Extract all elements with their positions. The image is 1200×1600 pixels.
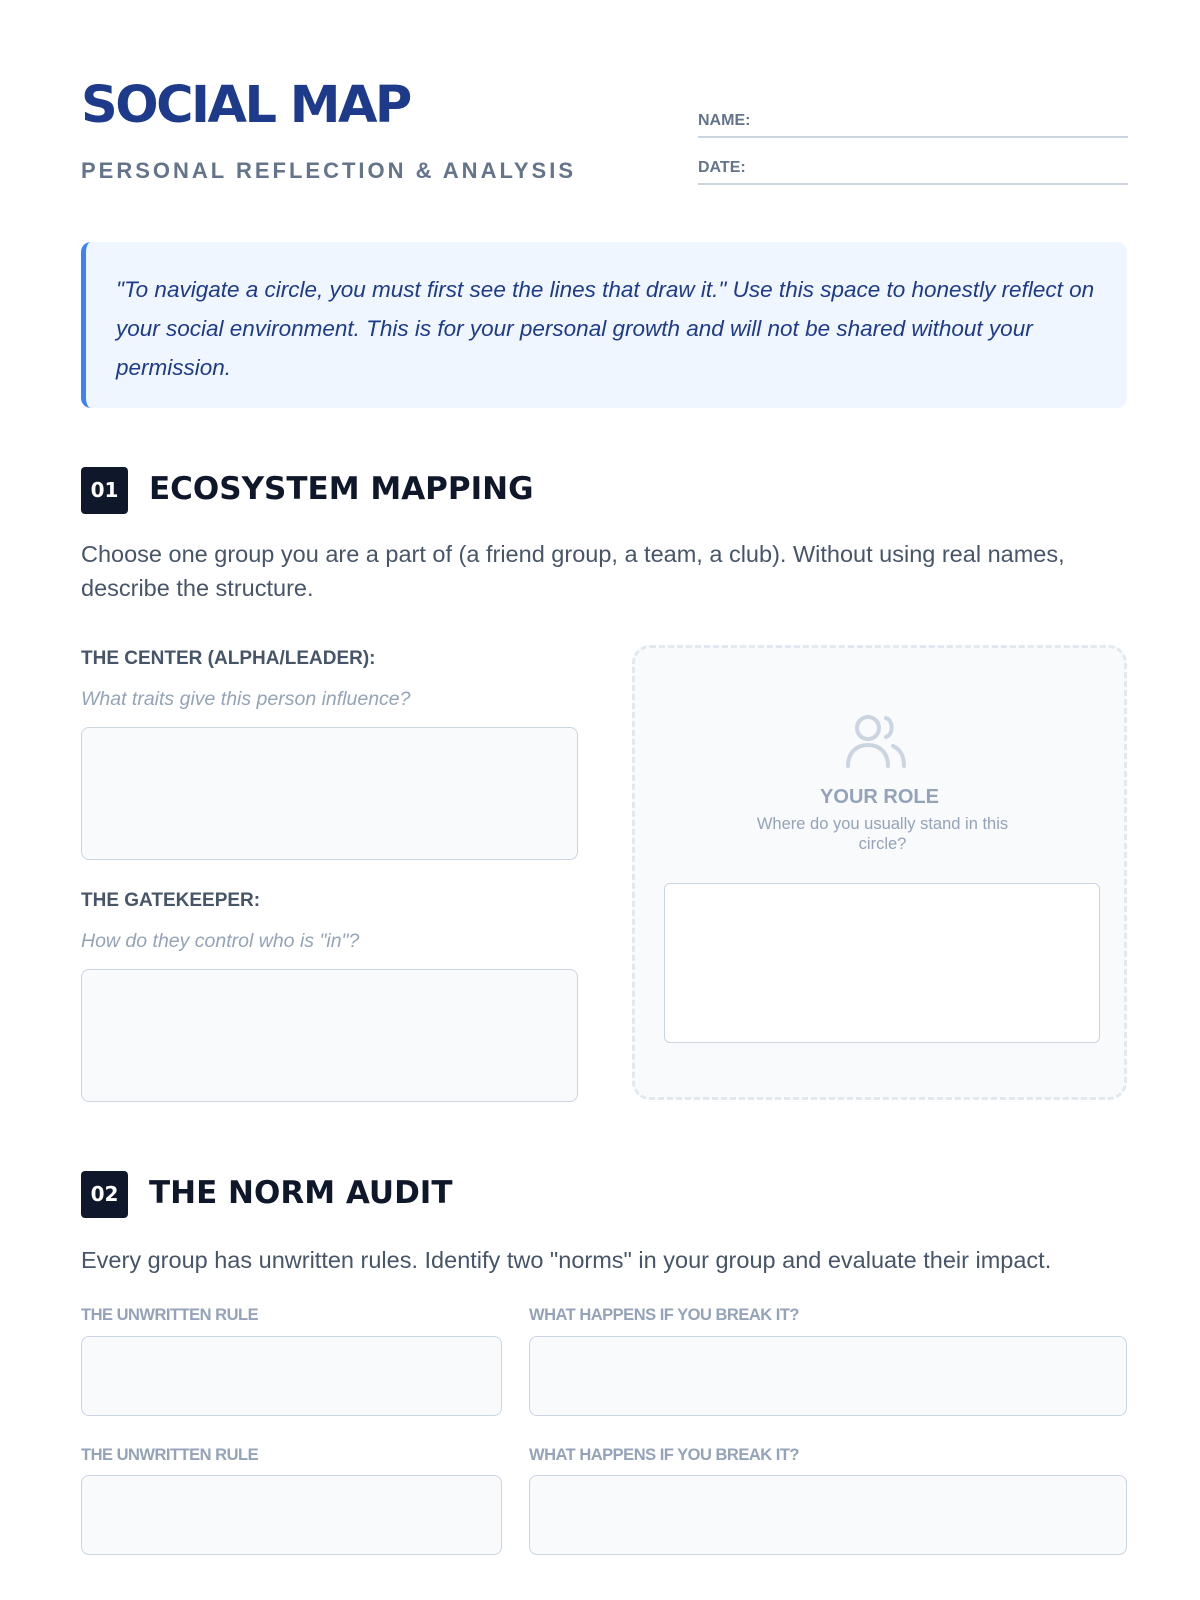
- rule-answer-box-1[interactable]: [81, 1336, 502, 1416]
- your-role-answer-box[interactable]: [664, 883, 1100, 1043]
- center-label: THE CENTER (ALPHA/LEADER):: [81, 648, 376, 669]
- rule-label-2: THE UNWRITTEN RULE: [81, 1446, 259, 1464]
- date-field[interactable]: [698, 157, 1128, 185]
- consequence-label-1: WHAT HAPPENS IF YOU BREAK IT?: [529, 1306, 799, 1324]
- consequence-label-2: WHAT HAPPENS IF YOU BREAK IT?: [529, 1446, 799, 1464]
- name-label: NAME:: [698, 112, 751, 129]
- your-role-subtitle: Where do you usually stand in this circle?: [756, 815, 1009, 853]
- name-field[interactable]: [698, 110, 1128, 138]
- gatekeeper-label: THE GATEKEEPER:: [81, 890, 261, 911]
- center-hint: What traits give this person influence?: [81, 688, 411, 710]
- your-role-title: YOUR ROLE: [820, 786, 939, 808]
- consequence-answer-box-1[interactable]: [529, 1336, 1127, 1416]
- intro-callout: [81, 242, 1127, 408]
- section-2-title: THE NORM AUDIT: [149, 1175, 453, 1211]
- page-title: SOCIAL MAP: [81, 76, 410, 135]
- section-2-number: 02: [81, 1171, 128, 1218]
- users-icon: [844, 708, 908, 772]
- consequence-answer-box-2[interactable]: [529, 1475, 1127, 1555]
- center-answer-box[interactable]: [81, 727, 578, 860]
- date-label: DATE:: [698, 159, 746, 176]
- intro-quote: "To navigate a circle, you must first see the lines that draw it." Use this space to honestly reflect on your social environment. This is for your personal growth and will not be shared without your permission.: [116, 277, 1095, 380]
- gatekeeper-hint: How do they control who is "in"?: [81, 930, 360, 952]
- section-1-description: Choose one group you are a part of (a friend group, a team, a club). Without using real names, describe the structure.: [81, 541, 1065, 601]
- rule-label-1: THE UNWRITTEN RULE: [81, 1306, 259, 1324]
- section-2-description: Every group has unwritten rules. Identify two "norms" in your group and evaluate their impact.: [81, 1247, 1052, 1273]
- page-subtitle: PERSONAL REFLECTION & ANALYSIS: [81, 158, 577, 183]
- section-1-number: 01: [81, 467, 128, 514]
- rule-answer-box-2[interactable]: [81, 1475, 502, 1555]
- your-role-card: [632, 645, 1127, 1100]
- section-1-title: ECOSYSTEM MAPPING: [149, 471, 534, 507]
- gatekeeper-answer-box[interactable]: [81, 969, 578, 1102]
